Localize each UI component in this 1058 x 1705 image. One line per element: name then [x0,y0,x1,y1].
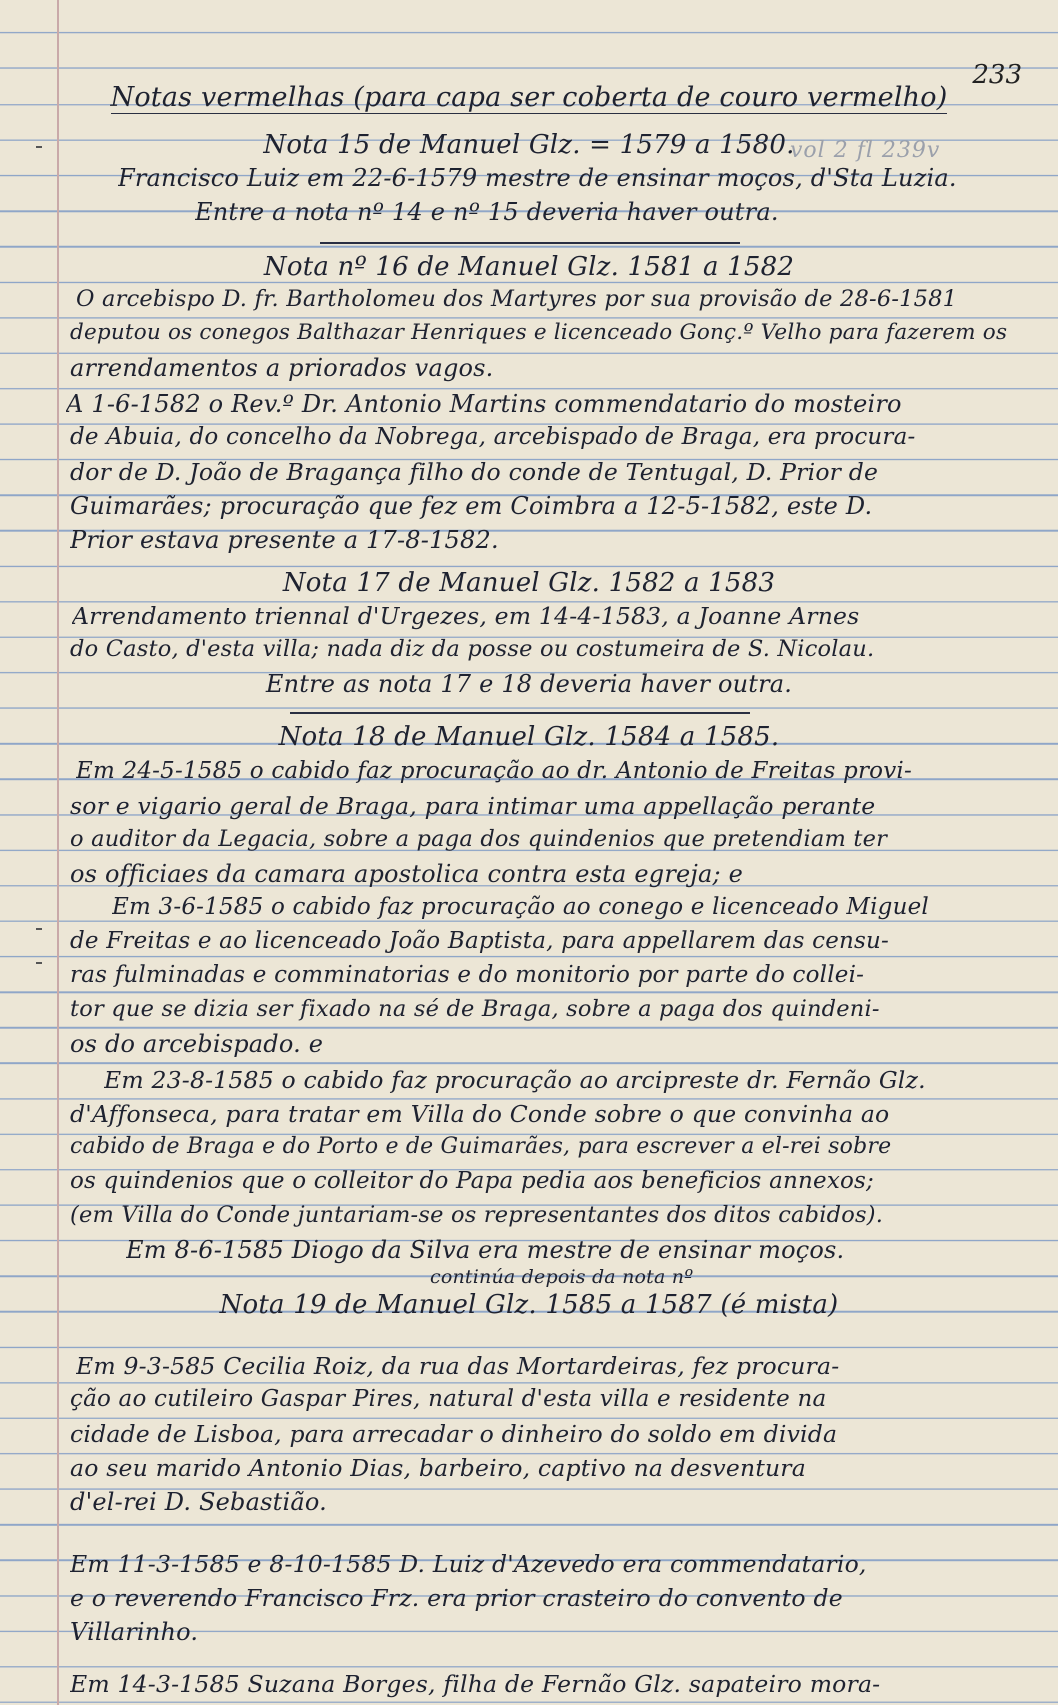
text-line: sor e vigario geral de Braga, para intimar uma appellação perante [70,792,876,820]
text-line: tor que se dizia ser fixado na sé de Braga, sobre a paga dos quindeni- [70,996,880,1022]
text-line: Em 23-8-1585 o cabido faz procuração ao arcipreste dr. Fernão Glz. [104,1066,926,1094]
text-line: d'Affonseca, para tratar em Villa do Conde sobre o que convinha ao [70,1100,890,1128]
text-line: Entre as nota 17 e 18 deveria haver outra. [265,670,793,698]
text-line: A 1-6-1582 o Rev.º Dr. Antonio Martins commendatario do mosteiro [66,390,902,418]
text-line: Em 11-3-1585 e 8-10-1585 D. Luiz d'Azevedo era commendatario, [70,1550,867,1578]
text-line: do Casto, d'esta villa; nada diz da posse ou costumeira de S. Nicolau. [70,636,875,662]
text-line: os quindenios que o colleitor do Papa pedia aos beneficios annexos; [70,1168,874,1194]
text-line: Em 14-3-1585 Suzana Borges, filha de Fernão Glz. sapateiro mora- [70,1670,881,1698]
text-line: Prior estava presente a 17-8-1582. [70,526,499,554]
margin-tick [36,928,42,930]
text-line: ção ao cutileiro Gaspar Pires, natural d'esta villa e residente na [70,1386,827,1412]
text-line: Francisco Luiz em 22-6-1579 mestre de ensinar moços, d'Sta Luzia. [118,164,957,192]
text-line: (em Villa do Conde juntariam-se os representantes dos ditos cabidos). [70,1202,884,1228]
text-line: d'el-rei D. Sebastião. [70,1488,327,1516]
text-line: deputou os conegos Balthazar Henriques e licenceado Gonç.º Velho para fazerem os [70,320,1008,345]
page-title: Notas vermelhas (para capa ser coberta de couro vermelho) [110,82,948,113]
margin-reference: vol 2 fl 239v [790,138,941,163]
text-line: Em 9-3-585 Cecilia Roiz, da rua das Mortardeiras, fez procura- [76,1352,840,1380]
section-divider [290,712,750,714]
text-line: de Abuia, do concelho da Nobrega, arcebispado de Braga, era procura- [70,424,916,450]
text-line: Em 8-6-1585 Diogo da Silva era mestre de ensinar moços. [126,1236,845,1264]
text-line: Em 24-5-1585 o cabido faz procuração ao dr. Antonio de Freitas provi- [76,758,912,784]
text-line: Villarinho. [70,1618,199,1646]
text-line: Em 3-6-1585 o cabido faz procuração ao conego e licenceado Miguel [112,894,929,920]
text-line: o auditor da Legacia, sobre a paga dos quindenios que pretendiam ter [70,826,888,852]
section-heading-nota-15: Nota 15 de Manuel Glz. = 1579 a 1580. [263,130,795,160]
text-line: e o reverendo Francisco Frz. era prior crasteiro do convento de [70,1584,843,1612]
text-line: arrendamentos a priorados vagos. [70,354,494,382]
margin-tick [36,962,42,964]
section-heading-nota-19: Nota 19 de Manuel Glz. 1585 a 1587 (é mista) [219,1290,839,1320]
text-line: O arcebispo D. fr. Bartholomeu dos Martyres por sua provisão de 28-6-1581 [76,286,958,312]
section-heading-nota-17: Nota 17 de Manuel Glz. 1582 a 1583 [282,568,776,598]
text-line: os do arcebispado. e [70,1030,324,1058]
text-line: de Freitas e ao licenceado João Baptista, para appellarem das censu- [70,928,890,954]
section-heading-nota-18: Nota 18 de Manuel Glz. 1584 a 1585. [278,722,780,752]
text-line: cidade de Lisboa, para arrecadar o dinheiro do soldo em divida [70,1420,838,1448]
page-number: 233 [972,60,1022,90]
text-line: os officiaes da camara apostolica contra esta egreja; e [70,860,744,888]
text-line: Guimarães; procuração que fez em Coimbra a 12-5-1582, este D. [70,492,873,520]
text-line: cabido de Braga e do Porto e de Guimarães, para escrever a el-rei sobre [70,1134,892,1159]
text-line: dor de D. João de Bragança filho do conde de Tentugal, D. Prior de [70,458,879,486]
text-line: ras fulminadas e comminatorias e do monitorio por parte do collei- [70,962,865,988]
text-line: ao seu marido Antonio Dias, barbeiro, captivo na desventura [70,1454,806,1482]
continuation-note: continúa depois da nota nº [430,1266,694,1288]
section-heading-nota-16: Nota nº 16 de Manuel Glz. 1581 a 1582 [263,252,795,282]
text-line: Arrendamento triennal d'Urgezes, em 14-4-1583, a Joanne Arnes [72,602,860,630]
section-divider [320,242,740,244]
text-line: Entre a nota nº 14 e nº 15 deveria haver outra. [195,198,779,226]
